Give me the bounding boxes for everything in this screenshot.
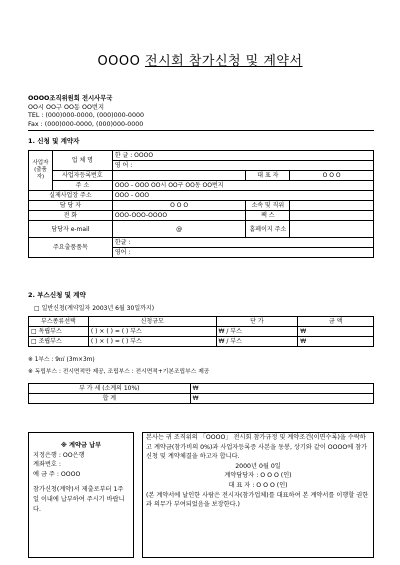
fax-label: 팩 스 <box>246 211 290 221</box>
email-label: 담당자 e-mail <box>29 221 113 238</box>
phone-label: 전 화 <box>29 211 113 221</box>
booth-type-independent[interactable]: □ 독립부스 <box>29 327 89 337</box>
company-name-korean[interactable]: 한 글 : OOOO <box>112 151 373 161</box>
regno-field[interactable] <box>112 171 246 181</box>
booth-header-scale: 신청규모 <box>88 317 216 327</box>
payment-account: 계좌번호 : <box>33 461 61 469</box>
vat-value[interactable]: ₩ <box>190 384 373 394</box>
address-label: 주 소 <box>52 181 112 191</box>
booth-header-price: 단 가 <box>216 317 298 327</box>
agreement-signer-ceo[interactable]: 대 표 자 : O O O (인) <box>228 481 288 489</box>
email-field[interactable]: @ <box>112 221 246 238</box>
title-main: 전시회 참가신청 및 계약서 <box>145 54 303 69</box>
vat-label: 부 가 세 (소계의 10%) <box>29 384 191 394</box>
booth-type-assembly[interactable]: □ 조립부스 <box>29 337 89 347</box>
ceo-label: 대 표 자 <box>246 171 290 181</box>
regno-label: 사업자등록번호 <box>52 171 112 181</box>
homepage-label: 홈페이지 주소 <box>246 221 290 238</box>
total-label: 합 계 <box>29 394 191 404</box>
organizer-name: OOOO조직위원회 전시사무국 <box>28 95 113 102</box>
booth-price-independent[interactable]: ₩ / 부스 <box>216 327 298 337</box>
items-english[interactable]: 영어 : <box>112 248 373 258</box>
organizer-tel: TEL : (000)000-0000, (000)000-0000 <box>28 112 144 120</box>
booth-table <box>28 316 374 347</box>
organizer-fax: Fax : (000)000-0000, (000)000-0000 <box>28 120 144 128</box>
ceo-field[interactable]: O O O <box>290 171 374 181</box>
booth-amount-assembly[interactable]: ₩ <box>298 337 374 347</box>
agreement-footer: (본 계약서에 날인한 사람은 전시자(참가업체)를 대표하여 본 계약서를 이행할 권한과 의무가 부여되었음을 보장한다.) <box>146 491 369 509</box>
total-table <box>28 383 374 404</box>
company-label: 사업자(출품자) <box>29 151 53 191</box>
items-label: 주요출품품목 <box>29 238 113 258</box>
booth-amount-independent[interactable]: ₩ <box>298 327 374 337</box>
booth-price-assembly[interactable]: ₩ / 부스 <box>216 337 298 347</box>
organizer-info <box>28 95 144 129</box>
payment-title: ※ 계약금 납부 <box>60 442 102 449</box>
agreement-signer-manager[interactable]: 계약담당자 : O O O (인) <box>224 472 292 480</box>
page-title <box>0 50 400 69</box>
total-value[interactable]: ₩ <box>190 394 373 404</box>
payment-instruction: 참가신청(계약)서 제출로부터 1주일 이내에 납부하여 주시기 바랍니다. <box>33 486 125 513</box>
real-address-label: 실제사업장 주소 <box>29 191 113 201</box>
applicant-table <box>28 150 374 258</box>
phone-field[interactable]: OOO-OOO-OOOO <box>112 211 246 221</box>
manager-field[interactable]: O O O <box>112 201 246 211</box>
agreement-body: 본사는 귀 조직위의 「OOOO」 전시회 참가규정 및 계약조건(이면수록)을 수락하고 계약금(참가비의 0%)과 사업자등록증 사본을 동봉, 상기와 같이 OOOO에 참가신청 및 계약체결을 하고자 합니다. <box>146 434 368 461</box>
booth-scale-assembly[interactable]: ( ) × ( ) = ( ) 부스 <box>88 337 216 347</box>
agreement-date[interactable]: 2000년 0월 0일 <box>235 462 281 470</box>
items-korean[interactable]: 한글 : <box>112 238 373 248</box>
divider <box>28 130 374 131</box>
title-prefix: OOOO <box>97 54 141 69</box>
fax-field[interactable] <box>290 211 374 221</box>
real-address-field[interactable]: OOO - OOO <box>112 191 373 201</box>
manager-label: 담 당 자 <box>29 201 113 211</box>
booth-size-note: ※ 1부스 : 9㎡ (3m×3m) <box>28 357 95 363</box>
payment-holder: 예 금 주 : OOOO <box>33 470 81 478</box>
booth-header-amount: 금 액 <box>298 317 374 327</box>
position-label: 소속 및 직위 <box>246 201 290 211</box>
section1-title: 1. 신청 및 계약자 <box>28 137 80 145</box>
general-application[interactable]: □ 일반신청(계약일자 2003년 6월 30일까지) <box>34 305 155 312</box>
section2-title: 2. 부스신청 및 계약 <box>28 291 86 299</box>
payment-bank: 지정은행 : OO은행 <box>33 451 85 459</box>
payment-box <box>28 432 134 558</box>
booth-scale-independent[interactable]: ( ) × ( ) = ( ) 부스 <box>88 327 216 337</box>
agreement-box <box>142 432 374 558</box>
position-field[interactable] <box>290 201 374 211</box>
company-name-english[interactable]: 영 어 : <box>112 161 373 171</box>
booth-type-note: ※ 독립부스 : 전시면적만 제공, 조립부스 : 전시면적+기본조립부스 제공 <box>28 369 210 375</box>
organizer-address: OO시 OO구 OO동 OO번지 <box>28 103 105 111</box>
company-name-label: 업 체 명 <box>52 151 112 171</box>
homepage-field[interactable] <box>290 221 374 238</box>
address-field[interactable]: OOO - OOO OO시 OO구 OO동 OO번지 <box>112 181 373 191</box>
booth-header-type: 부스종류선택 <box>29 317 89 327</box>
